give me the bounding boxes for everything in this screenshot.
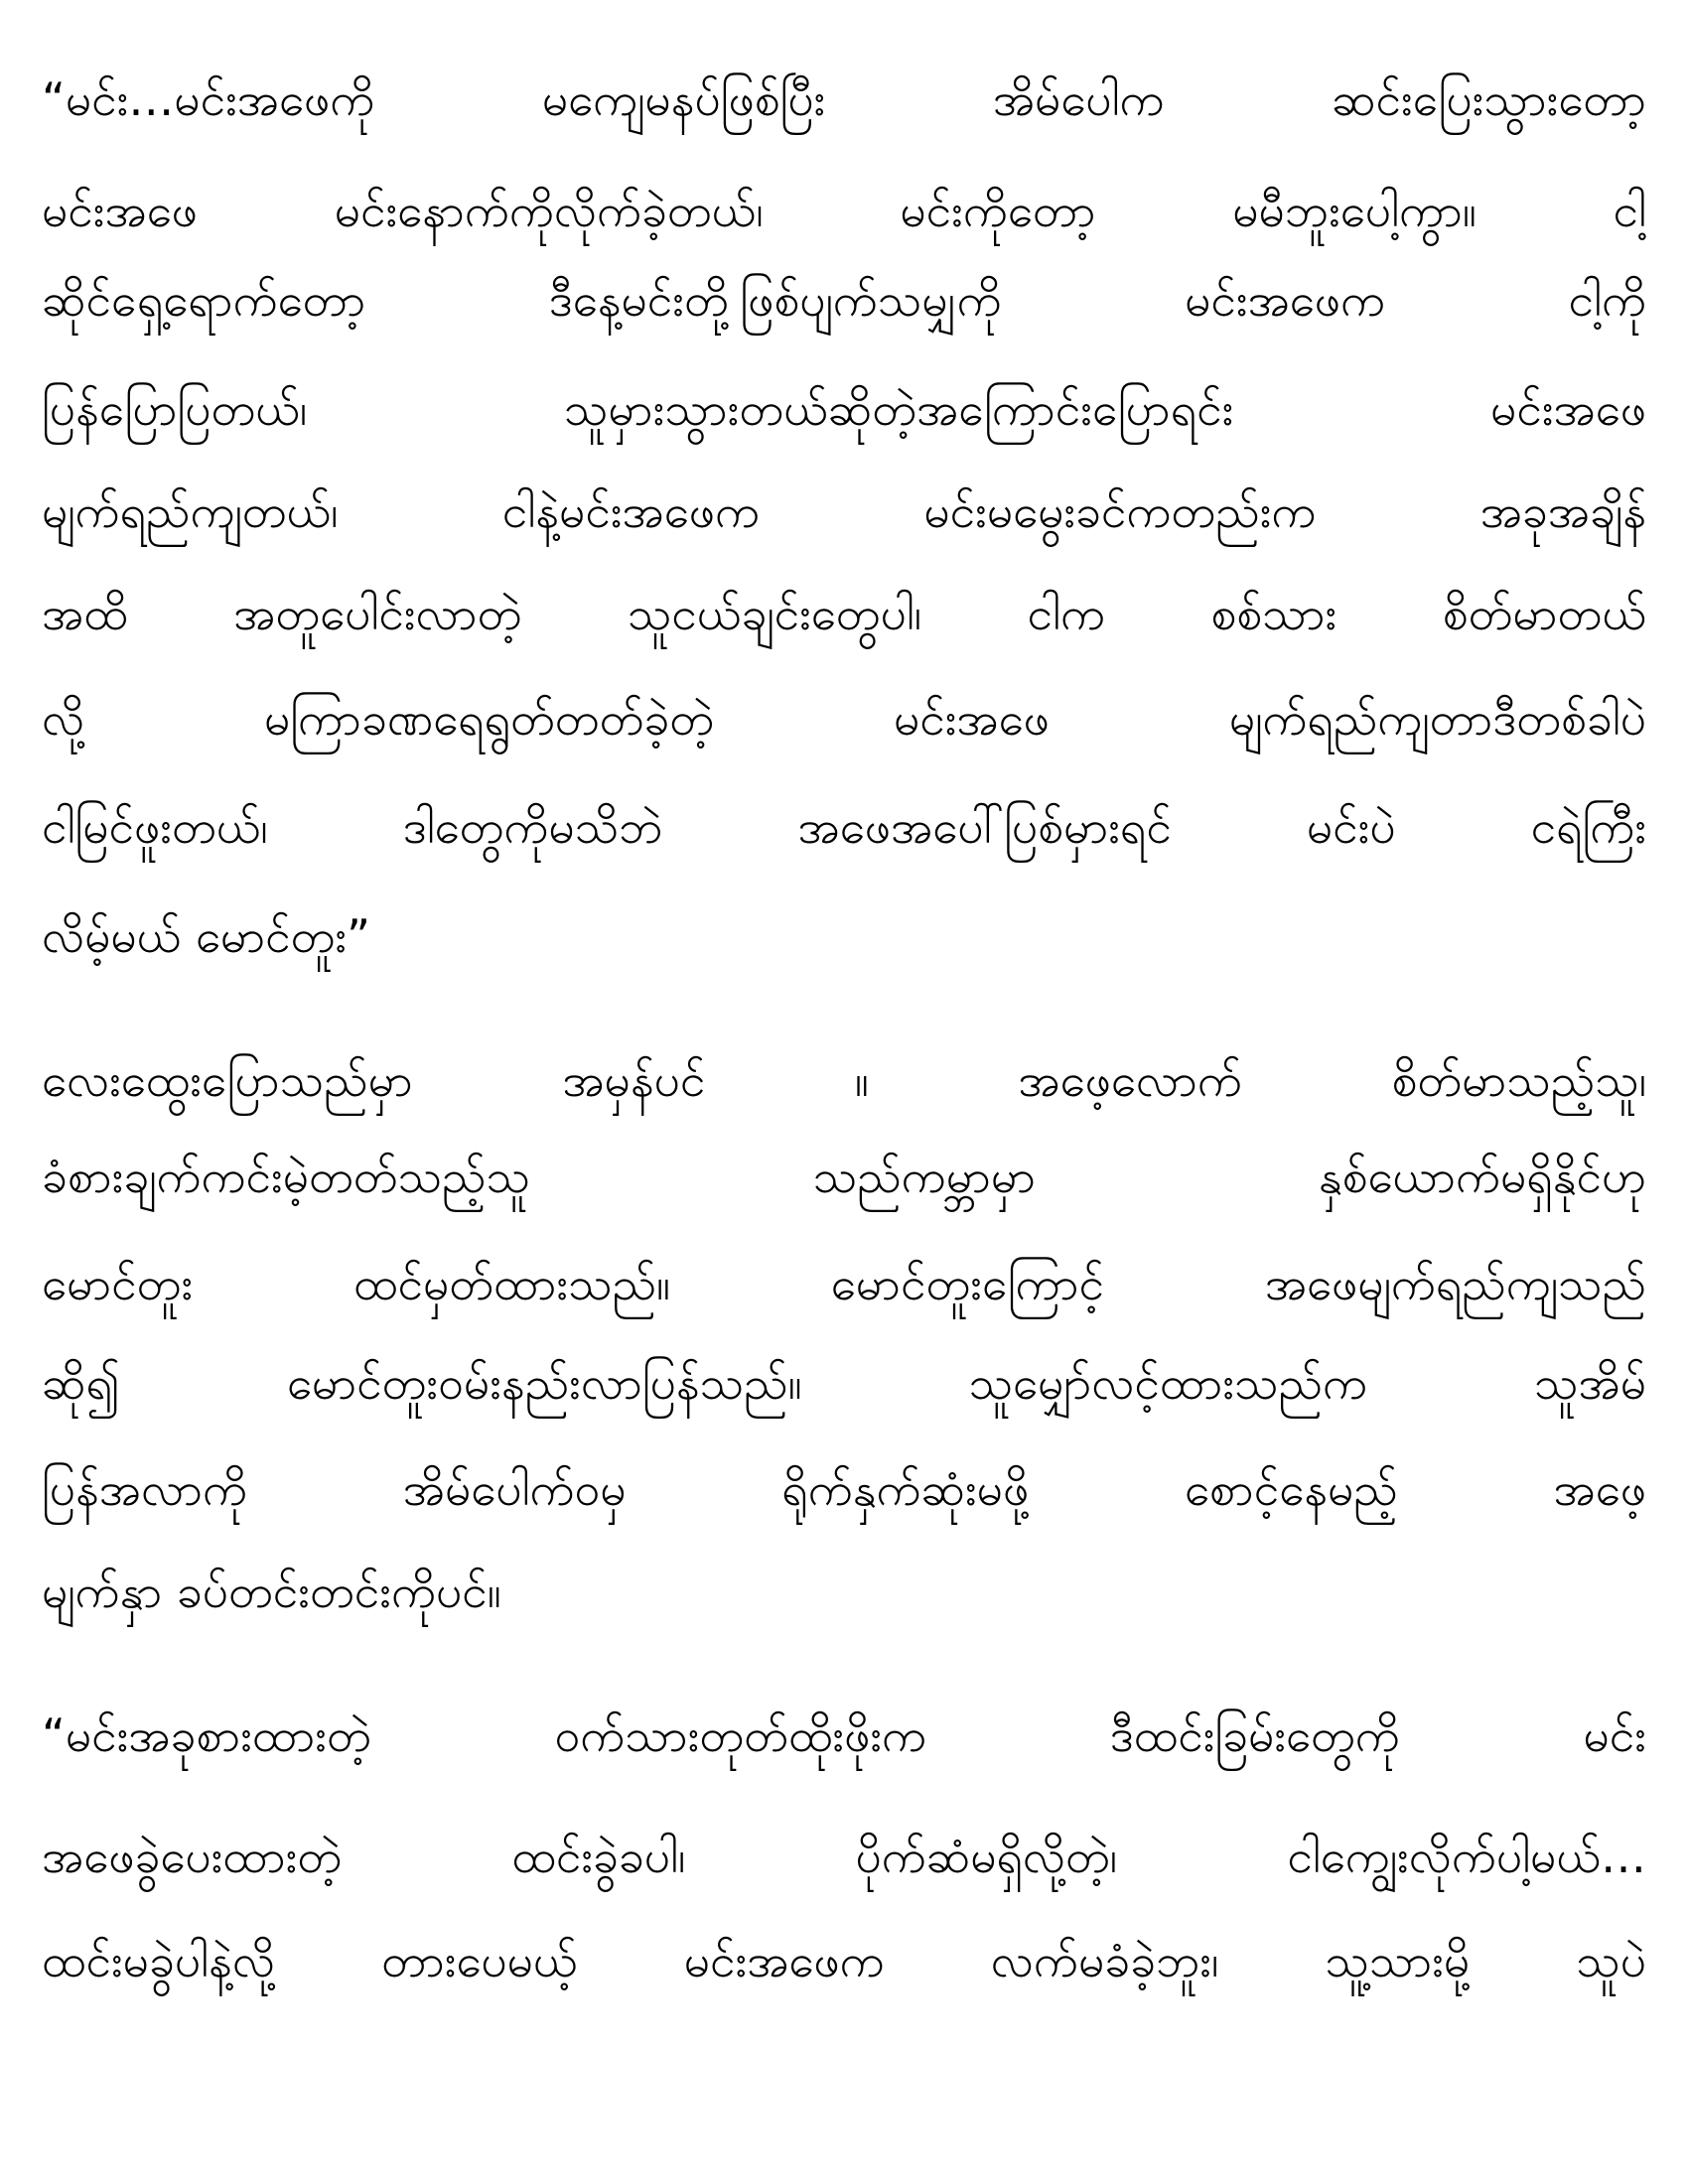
- paragraph-1-line-4: ပြန်ပြောပြတယ်၊ သူမှားသွားတယ်ဆိုတဲ့အကြောင်းပြောရင်း မင်းအဖေ: [42, 382, 1646, 436]
- paragraph-1-line-1: “မင်း…မင်းအဖေကို မကျေမနပ်ဖြစ်ပြီး အိမ်ပေါက ဆင်းပြေးသွားတော့: [42, 72, 1646, 126]
- paragraph-1-line-7: လို့ မကြာခဏရေရွတ်တတ်ခဲ့တဲ့ မင်းအဖေ မျက်ရည်ကျတာဒီတစ်ခါပဲ: [42, 692, 1646, 746]
- paragraph-1-line-8: ငါမြင်ဖူးတယ်၊ ဒါတွေကိုမသိဘဲ အဖေအပေါ်ပြစ်မှားရင် မင်းပဲ ငရဲကြီး: [42, 800, 1646, 854]
- paragraph-2-line-5: ပြန်အလာကို အိမ်ပေါက်ဝမှ ရိုက်နှက်ဆုံးမဖို့ စောင့်နေမည့် အဖေ့: [42, 1462, 1646, 1516]
- paragraph-3-line-2: အဖေခွဲပေးထားတဲ့ ထင်းခွဲခပါ၊ ပိုက်ဆံမရှိလို့တဲ့၊ ငါကျွေးလိုက်ပါ့မယ်…: [42, 1830, 1646, 1883]
- paragraph-1-line-6: အထိ အတူပေါင်းလာတဲ့ သူငယ်ချင်းတွေပါ၊ ငါက စစ်သား စိတ်မာတယ်: [42, 587, 1646, 640]
- paragraph-2-line-4: ဆို၍ မောင်တူးဝမ်းနည်းလာပြန်သည်။ သူမျှော်လင့်ထားသည်က သူအိမ်: [42, 1356, 1646, 1410]
- paragraph-3-line-1: “မင်းအခုစားထားတဲ့ ဝက်သားတုတ်ထိုးဖိုးက ဒီထင်းခြမ်းတွေကို မင်း: [42, 1708, 1646, 1762]
- paragraph-1-line-3: ဆိုင်ရှေ့ရောက်တော့ ဒီနေ့မင်းတို့ဖြစ်ပျက်သမျှကို မင်းအဖေက ငါ့ကို: [42, 273, 1646, 327]
- paragraph-2-line-3: မောင်တူး ထင်မှတ်ထားသည်။ မောင်တူးကြောင့် အဖေမျက်ရည်ကျသည်: [42, 1257, 1646, 1310]
- paragraph-1-line-9: လိမ့်မယ် မောင်တူး”: [42, 909, 370, 963]
- paragraph-1-line-5: မျက်ရည်ကျတယ်၊ ငါနဲ့မင်းအဖေက မင်းမမွေးခင်ကတည်းက အခုအချိန်: [42, 484, 1646, 538]
- paragraph-3-line-3: ထင်းမခွဲပါနဲ့လို့ တားပေမယ့် မင်းအဖေက လက်မခံခဲ့ဘူး၊ သူ့သားမို့ သူပဲ: [42, 1934, 1646, 1987]
- paragraph-2-line-6: မျက်နှာ ခပ်တင်းတင်းကိုပင်။: [42, 1565, 501, 1618]
- paragraph-1-line-2: မင်းအဖေ မင်းနောက်ကိုလိုက်ခဲ့တယ်၊ မင်းကိုတော့ မမီဘူးပေါ့ကွာ။ ငါ့: [42, 184, 1646, 237]
- paragraph-2-line-1: လေးထွေးပြောသည်မှာ အမှန်ပင် ။ အဖေ့လောက် စိတ်မာသည့်သူ၊: [42, 1053, 1646, 1107]
- paragraph-2-line-2: ခံစားချက်ကင်းမဲ့တတ်သည့်သူ သည်ကမ္ဘာမှာ နှစ်ယောက်မရှိနိုင်ဟု: [42, 1150, 1646, 1203]
